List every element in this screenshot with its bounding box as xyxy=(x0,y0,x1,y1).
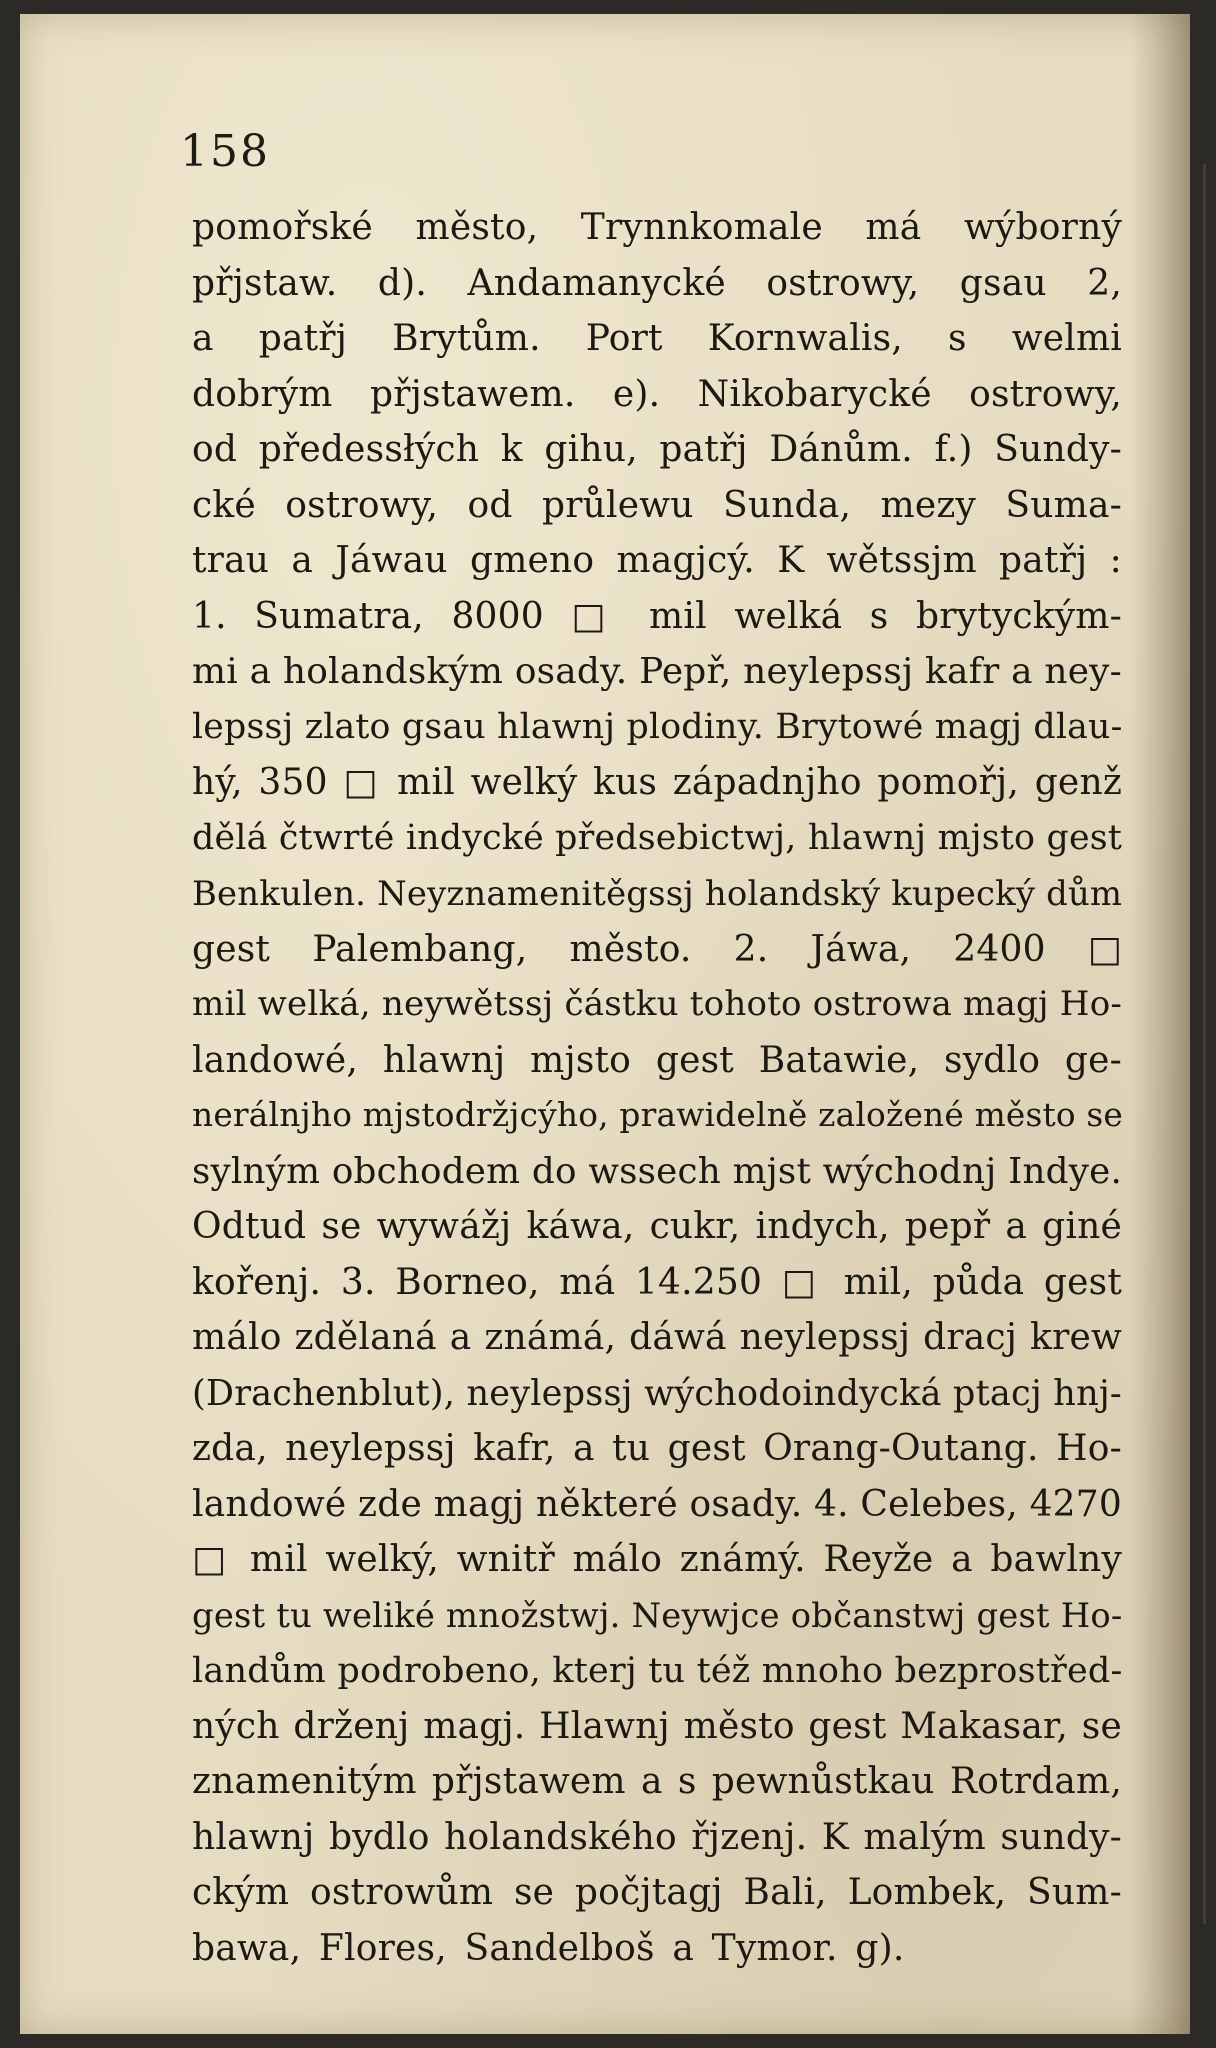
text-line: lepssj zlato gsau hlawnj plodiny. Brytowé magj dlau- xyxy=(192,706,1123,747)
text-line: pomořské město, Trynnkomale má wýborný xyxy=(192,207,1122,248)
text-line: mil welká, neywětssj částku tohoto ostrowa magj Ho- xyxy=(192,984,1123,1024)
text-line: nerálnjho mjstodržjcýho, prawidelně založené město se xyxy=(192,1096,1124,1134)
text-line: trau a Jáwau gmeno magjcý. K wětssjm patřj : xyxy=(192,540,1122,581)
text-line: hlawnj bydlo holandského řjzenj. K malým sundy- xyxy=(192,1816,1122,1858)
text-line: sylným obchodem do wssech mjst wýchodnj Indye. xyxy=(192,1150,1122,1192)
page-gutter-shadow xyxy=(1130,14,1190,2034)
text-line: kořenj. 3. Borneo, má 14.250 □ mil, půda gest xyxy=(192,1261,1122,1303)
text-line: landowé, hlawnj mjsto gest Batawie, sydlo ge- xyxy=(192,1039,1122,1081)
text-line: 1. Sumatra, 8000 □ mil welká s brytyckým- xyxy=(192,595,1122,637)
text-line: cké ostrowy, od průlewu Sunda, mezy Suma- xyxy=(192,484,1122,526)
text-line: Odtud se wywážj káwa, cukr, indych, pepř a giné xyxy=(192,1206,1122,1247)
page-edge-line xyxy=(1203,164,1206,1924)
text-line: hý, 350 □ mil welký kus západnjho pomořj, genž xyxy=(192,762,1122,803)
text-line: gest tu weliké množstwj. Neywjce občanstwj gest Ho- xyxy=(192,1595,1123,1635)
book-page xyxy=(20,14,1190,2034)
text-line: a patřj Brytům. Port Kornwalis, s welmi xyxy=(192,318,1122,359)
text-line: dělá čtwrté indycké předsebictwj, hlawnj mjsto gest xyxy=(192,817,1122,858)
text-line: dobrým přjstawem. e). Nikobarycké ostrowy, xyxy=(192,373,1122,415)
text-line: gest Palembang, město. 2. Jáwa, 2400 □ xyxy=(192,928,1122,970)
text-line: málo zdělaná a známá, dáwá neylepssj dracj krew xyxy=(192,1317,1122,1358)
text-line: ckým ostrowům se počjtagj Bali, Lombek, Sum- xyxy=(192,1872,1122,1913)
text-line: přjstaw. d). Andamanycké ostrowy, gsau 2, xyxy=(192,262,1122,304)
text-line: mi a holandským osady. Pepř, neylepssj kafr a ney- xyxy=(192,651,1122,692)
text-line: od předessłých k gihu, patřj Dánům. f.) Sundy- xyxy=(192,429,1122,470)
text-line: □ mil welký, wnitř málo známý. Reyže a bawlny xyxy=(192,1539,1122,1580)
text-line: zda, neylepssj kafr, a tu gest Orang-Outang. Ho- xyxy=(192,1428,1122,1469)
text-line: bawa, Flores, Sandelboš a Tymor. g). xyxy=(192,1927,905,1969)
text-line: landowé zde magj některé osady. 4. Celebes, 4270 xyxy=(192,1483,1122,1525)
text-line: landům podrobeno, kterj tu též mnoho bezprostřed- xyxy=(192,1650,1123,1691)
body-text xyxy=(192,200,1122,1976)
page-number: 158 xyxy=(180,126,270,177)
text-line: znamenitým přjstawem a s pewnůstkau Rotrdam, xyxy=(192,1761,1122,1802)
text-line: (Drachenblut), neylepssj wýchodoindycká ptacj hnj- xyxy=(192,1372,1122,1414)
text-line: Benkulen. Neyznamenitěgssj holandský kupecký dům xyxy=(192,874,1123,913)
text-line: ných drženj magj. Hlawnj město gest Makasar, se xyxy=(192,1705,1122,1747)
